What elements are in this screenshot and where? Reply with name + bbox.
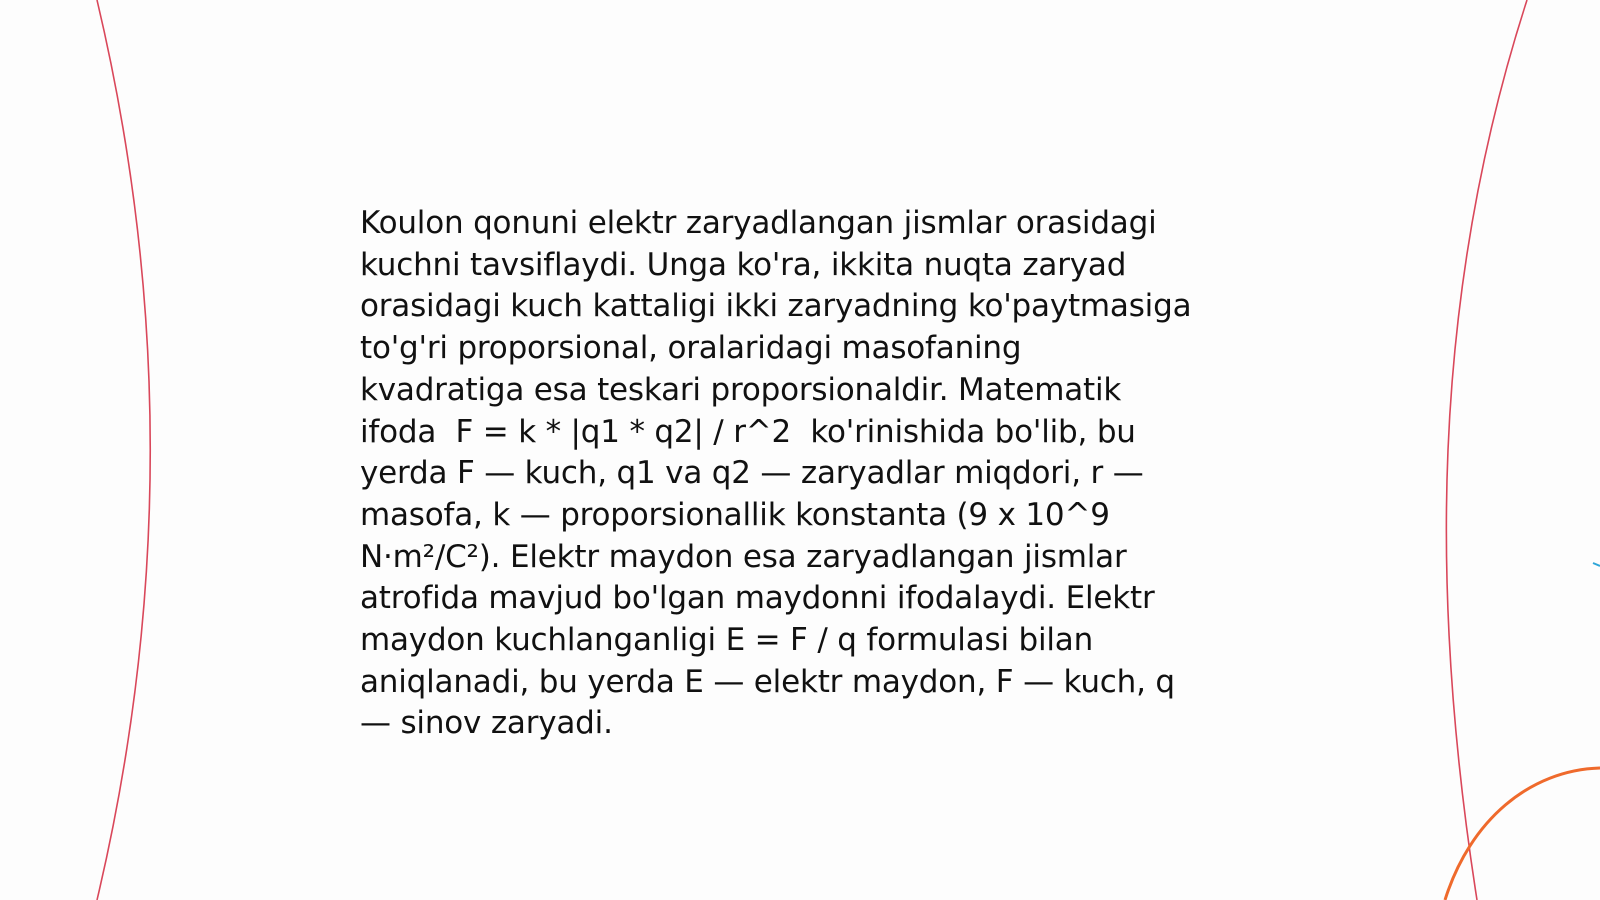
paragraph-line: to'g'ri proporsional, oralaridagi masofaning (360, 330, 1022, 367)
paragraph-line: yerda F — kuch, q1 va q2 — zaryadlar miqdori, r — (360, 455, 1144, 492)
paragraph-line: orasidagi kuch kattaligi ikki zaryadning ko'paytmasiga (360, 288, 1192, 325)
paragraph-line: kuchni tavsiflaydi. Unga ko'ra, ikkita nuqta zaryad (360, 246, 1127, 283)
body-paragraph (360, 203, 1245, 745)
paragraph-line: — sinov zaryadi. (360, 705, 613, 742)
paragraph-line: aniqlanadi, bu yerda E — elektr maydon, F — kuch, q (360, 663, 1175, 700)
paragraph-line: maydon kuchlanganligi E = F / q formulasi bilan (360, 622, 1094, 659)
left-decorative-curve (97, 0, 150, 900)
paragraph-line: ifoda F = k * |q1 * q2| / r^2 ko'rinishida bo'lib, bu (360, 413, 1136, 450)
right-decorative-curve (1446, 0, 1527, 900)
paragraph-line: Koulon qonuni elektr zaryadlangan jismlar orasidagi (360, 205, 1157, 241)
paragraph-line: masofa, k — proporsionallik konstanta (9 x 10^9 (360, 496, 1110, 533)
paragraph-line: kvadratiga esa teskari proporsionaldir. Matematik (360, 371, 1122, 408)
edge-mark (1593, 563, 1600, 566)
paragraph-line: atrofida mavjud bo'lgan maydonni ifodalaydi. Elektr (360, 580, 1155, 617)
paragraph-line: N·m²/C²). Elektr maydon esa zaryadlangan jismlar (360, 538, 1127, 575)
